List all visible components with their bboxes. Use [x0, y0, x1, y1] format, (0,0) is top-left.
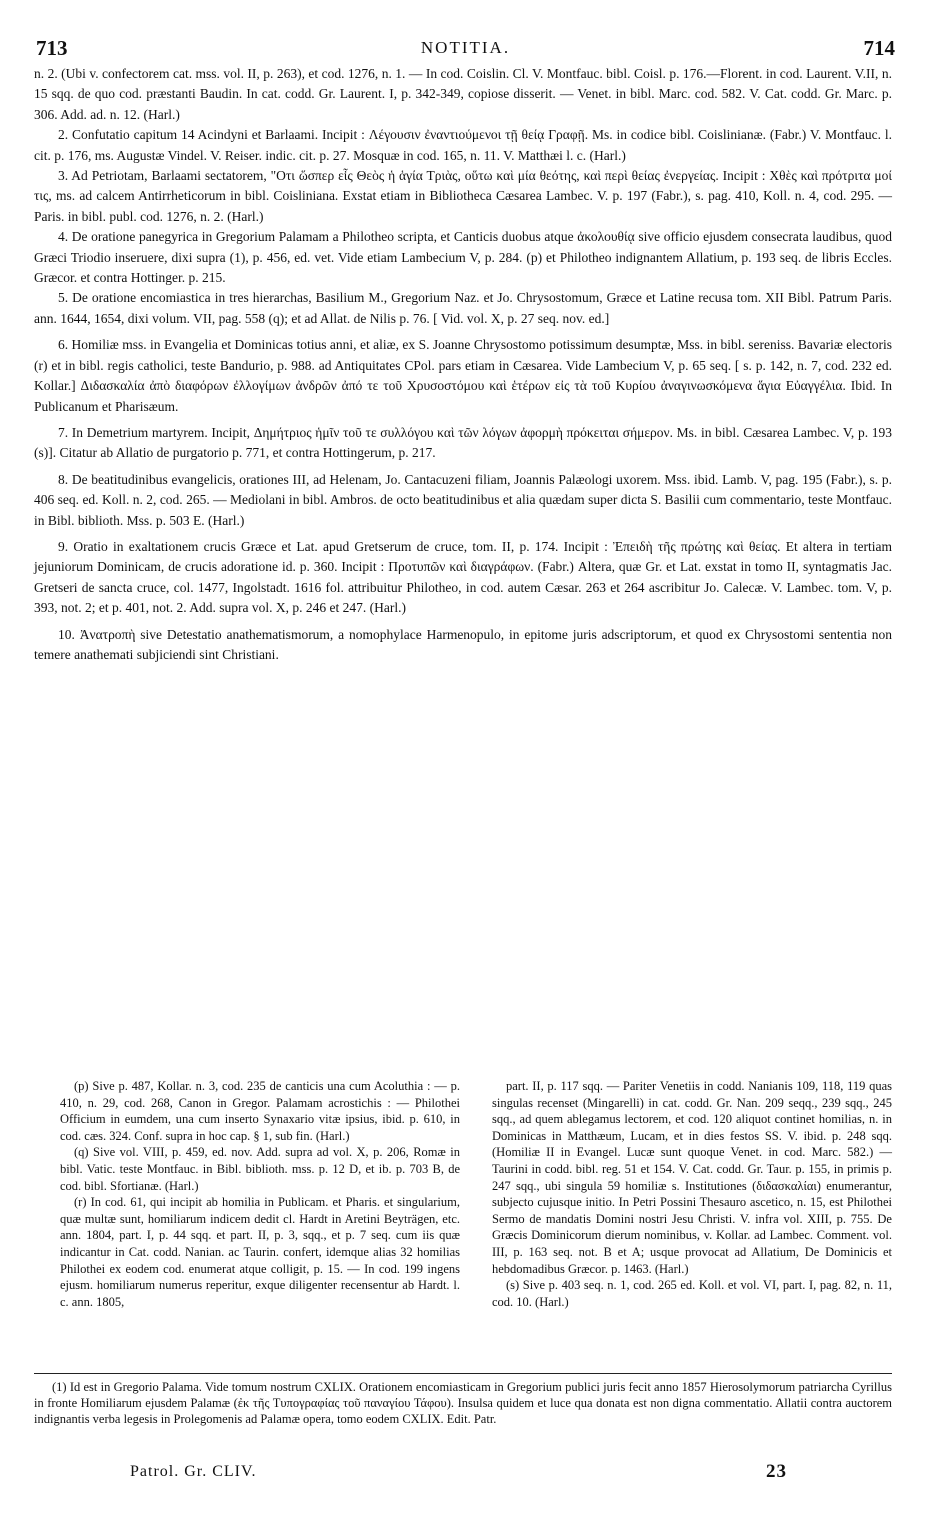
signature-mark: 23 — [766, 1461, 787, 1482]
right-page-number: 714 — [863, 36, 895, 60]
left-page-number: 713 — [36, 36, 68, 60]
page-footer — [130, 1463, 830, 1481]
footnotes-right-column — [492, 1078, 892, 1310]
footnote-s: (s) Sive p. 403 seq. n. 1, cod. 265 ed. Koll. et vol. VI, part. I, pag. 82, n. 11, cod. 10. (Harl.) — [492, 1278, 892, 1309]
page-header — [36, 36, 895, 60]
paragraph-item-5: 5. De oratione encomiastica in tres hierarchas, Basilium M., Gregorium Naz. et Jo. Chrysostomum, Græce et Latine recusa tom. XII Bibl. Patrum Paris. ann. 1644, 1654, dixi volum. VII, pag. 558 (q); et ad Allat. de Nilis p. 76. [ Vid. vol. X, p. 27 seq. nov. ed.] — [34, 290, 892, 326]
paragraph-item-6: 6. Homiliæ mss. in Evangelia et Dominicas totius anni, et aliæ, ex S. Joanne Chrysostomo potissimum desumptæ, Mss. in bibl. sereniss. Bavariæ electoris (r) et in bibl. regis catholici, teste Bandurio, p. 988. ad Antiquitates CPol. pars etiam in Cæsarea. Vide Lambecium V, p. 65 seq. [ s. p. 142, n. 7, cod. 232 ed. Kollar.] Διδασκαλία ἀπὸ διαφόρων ἐλλογίμων ἀνδρῶν ἀπό τε τοῦ Χρυσοστόμου καὶ ἑτέρων εἰς τὰ τοῦ Κυρίου ἀναγινωσκόμενα ἅγια Εὐαγγέλια. Ibid. In Publicanum et Pharisæum. — [34, 337, 892, 414]
paragraph-item-4: 4. De oratione panegyrica in Gregorium Palamam a Philotheo scripta, et Canticis duobus atque ἀκολουθίᾳ sive officio ejusdem consecrata laudibus, quod Græci Triodio inseruere, dixi supra (1), p. 456, ed. vet. Vide etiam Lambecium V, p. 284. (p) et Philotheo indignantem Allatium, p. 193 seq. de libris Eccles. Græcor. et contra Hottinger. p. 215. — [34, 229, 892, 286]
series-volume-label: Patrol. Gr. CLIV. — [130, 1463, 257, 1480]
footnotes-left-column — [60, 1078, 460, 1310]
footnote-divider — [34, 1373, 892, 1374]
footnote-r: (r) In cod. 61, qui incipit ab homilia in Publicam. et Pharis. et singularium, quæ multæ sunt, homiliarum indicem dedit cl. Hardt in Aretini Beyträgen, etc. ann. 1804, part. I, p. 44 sqq. et part. II, p. 3, sqq., et p. 7 seq. cum iis quæ indicantur in Cat. codd. Nanian. ac Taurin. confert, idemque alias 32 homilias Philothei ex eodem cod. enumerat atque colligit, p. 15. — In cod. 199 ingens ejusm. homiliarum numerus reperitur, exque diligenter recensentur ab Hardt. l. c. ann. 1805, — [60, 1195, 460, 1309]
main-text — [34, 64, 892, 665]
editor-footnote-text: (1) Id est in Gregorio Palama. Vide tomum nostrum CXLIX. Orationem encomiasticam in Gregorium publici juris fecit anno 1857 Hierosolymorum patriarcha Cyrillus in fronte Homiliarum ejusdem Palamæ (ἐκ τῆς Τυπογραφίας τοῦ παναγίου Τάφου). Insulsa quidem et luce qua donata est non digna commentatio. Allatii contra auctorem indignantis verba legesis in Prolegomenis ad Palamæ opera, tomo eodem CXLIX. Edit. Patr. — [34, 1380, 892, 1426]
footnote-r-continued: part. II, p. 117 sqq. — Pariter Venetiis in codd. Nanianis 109, 118, 119 quas singulas recenset (Mingarelli) in cat. codd. Gr. Nan. 209 seqq., 239 sqq., 245 sqq., ad quem ablegamus lectorem, et cod. 120 aliquot continet homilias, n. in Dominicas in Matthæum, Lucam, et in dies festos SS. V. ibid. p. 248 sqq. (Homiliæ II in Evangel. Lucæ sunt quoque Venet. in cod. Marc. 582.) — Taurini in codd. bibl. reg. 51 et 154. V. Cat. codd. Gr. Taur. p. 155, in primis p. 247 sqq., ubi singula 59 homiliæ s. Institutiones (διδασκαλίαι) enumerantur, subjecto cujusque initio. In Petri Possini Thesauro ascetico, n. 15, est Philothei Sermo de mandatis Domini nostri Jesu Christi. V. infra vol. XIII, p. 755. De Græcis Dominicorum dierum nominibus, v. Kollar. ad Lambec. Comment. vol. III, p. 163 seq. not. B et A; usque provocat ad Allatium, De Dominicis et hebdomadibus Græcor. p. 1463. (Harl.) — [492, 1079, 892, 1276]
paragraph-item-10: 10. Ἀνατροπὴ sive Detestatio anathematismorum, a nomophylace Harmenopulo, in epitome juris adscriptorum, et quod ex Chrysostomi sententia non temere anathemati subjiciendi sint Christiani. — [34, 626, 892, 662]
footnote-q: (q) Sive vol. VIII, p. 459, ed. nov. Add. supra ad vol. X, p. 206, Romæ in bibl. Vatic. teste Montfauc. in Bibl. biblioth. mss. p. 12 D, et ib. p. 703 B, de cod. bibl. Sfortianæ. (Harl.) — [60, 1145, 460, 1193]
editor-footnote — [34, 1379, 892, 1427]
paragraph-item-8: 8. De beatitudinibus evangelicis, orationes III, ad Helenam, Jo. Cantacuzeni filiam, Joannis Palæologi uxorem. Mss. ibid. Lamb. V, pag. 195 (Fabr.), s. p. 406 seq. ed. Koll. n. 2, cod. 265. — Mediolani in bibl. Ambros. de octo beatitudinibus et alia quædam super dicta S. Basilii cum commentario, teste Montfauc. in Bibl. biblioth. Mss. p. 503 E. (Harl.) — [34, 471, 892, 528]
paragraph-item-7: 7. In Demetrium martyrem. Incipit, Δημήτριος ἡμῖν τοῦ τε συλλόγου καὶ τῶν λόγων ἀφορμὴ πρόκειται σήμερον. Ms. in bibl. Cæsarea Lambec. V, p. 193 (s)]. Citatur ab Allatio de purgatorio p. 771, et contra Hottingerum, p. 217. — [34, 424, 892, 461]
running-title: NOTITIA. — [420, 38, 511, 57]
paragraph-item-9: 9. Oratio in exaltationem crucis Græce et Lat. apud Gretserum de cruce, tom. II, p. 174. Incipit : Ἐπειδὴ τῆς πρώτης καὶ θείας. Et altera in tertiam jejuniorum Dominicam, de crucis adoratione id. p. 360. Incipit : Προτυπῶν καὶ διαγράφων. (Fabr.) Altera, quæ Gr. et Lat. exstat in tomo II, syntagmatis Jac. Gretseri de sancta cruce, col. 1477, Ingolstadt. 1616 fol. attribuitur Philotheo, in cod. autem Cæsar. 263 et 264 ascribitur Jo. Calecæ. V. Lambec. tom. V, p. 393, not. 2; et p. 401, not. 2. Add. supra vol. X, p. 246 et 247. (Harl.) — [34, 538, 892, 616]
paragraph-item-3: 3. Ad Petriotam, Barlaami sectatorem, "Οτι ὥσπερ εἷς Θεὸς ἡ ἁγία Τριὰς, οὕτω καὶ μία θεότης, καὶ περὶ θείας ἐνεργείας. Incipit : Χθὲς καὶ πρότριτα μοί τις, ms. ad calcem Antirrheticorum in bibl. Coisliniana. Exstat etiam in Bibliotheca Cæsarea Lambec. V. p. 197 (Fabr.), s. pag. 410, Koll. n. 4, cod. 295. — Paris. in bibl. publ. cod. 1276, n. 2. (Harl.) — [34, 168, 892, 224]
paragraph-item-2: 2. Confutatio capitum 14 Acindyni et Barlaami. Incipit : Λέγουσιν ἐναντιούμενοι τῇ θείᾳ Γραφῇ. Ms. in codice bibl. Coislinianæ. (Fabr.) V. Montfauc. l. cit. p. 176, ms. Augustæ Vindel. V. Reiser. indic. cit. p. 27. Mosquæ in cod. 165, n. 11. V. Matthæi l. c. (Harl.) — [34, 127, 892, 163]
paragraph-continuation: n. 2. (Ubi v. confectorem cat. mss. vol. II, p. 263), et cod. 1276, n. 1. — In cod. Coislin. Cl. V. Montfauc. bibl. Coisl. p. 176.—Florent. in cod. Laurent. V.II, n. 15 sqq. de quo cod. præstanti Baudin. In cat. codd. Gr. Laurent. I, p. 342-349, copiose disserit. — Venet. in bibl. Marc. cod. 582. V. Cat. codd. Gr. Marc. p. 306. Add. ad. n. 12. (Harl.) — [34, 66, 892, 122]
footnote-p: (p) Sive p. 487, Kollar. n. 3, cod. 235 de canticis una cum Acoluthia : — p. 410, n. 29, cod. 268, Canon in Gregor. Palamam acrostichis : — Philothei Officium in eumdem, una cum inserto Synaxario vitæ ipsius, ibid. p. 610, in cod. cæs. 324. Conf. supra in hoc cap. § 1, sub fin. (Harl.) — [60, 1079, 460, 1143]
